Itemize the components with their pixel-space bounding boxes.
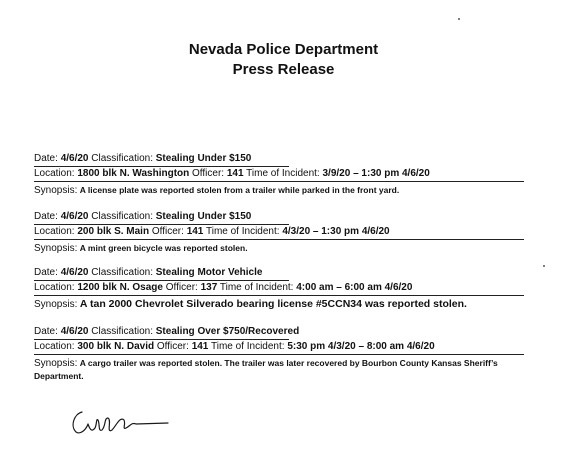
synopsis bbox=[34, 242, 524, 255]
classification-label: Classification: bbox=[91, 211, 153, 222]
synopsis-text: A tan 2000 Chevrolet Silverado bearing license #5CCN34 was reported stolen. bbox=[79, 298, 467, 310]
date-value: 4/6/20 bbox=[60, 267, 89, 278]
date-classification-line bbox=[34, 152, 289, 167]
synopsis-text: A license plate was reported stolen from a trailer while parked in the front yard. bbox=[79, 185, 400, 195]
time-label: Time of Incident: bbox=[205, 226, 280, 237]
header bbox=[0, 40, 567, 80]
officer-label: Officer: bbox=[192, 168, 225, 179]
date-value: 4/6/20 bbox=[60, 326, 89, 337]
synopsis bbox=[34, 298, 524, 311]
officer-label: Officer: bbox=[151, 226, 184, 237]
location-label: Location: bbox=[34, 282, 75, 293]
scan-speck bbox=[458, 18, 460, 20]
location-label: Location: bbox=[34, 341, 75, 352]
date-label: Date: bbox=[34, 326, 58, 337]
date-value: 4/6/20 bbox=[60, 153, 89, 164]
classification-label: Classification: bbox=[91, 326, 153, 337]
incident-entry bbox=[34, 210, 524, 255]
incident-entry bbox=[34, 325, 524, 382]
date-label: Date: bbox=[34, 267, 58, 278]
officer-value: 141 bbox=[191, 341, 209, 352]
classification-value: Stealing Under $150 bbox=[155, 153, 252, 164]
officer-value: 137 bbox=[200, 282, 218, 293]
location-line bbox=[34, 167, 524, 182]
synopsis-text: A cargo trailer was reported stolen. The trailer was later recovered by Bourbon County Kansas Sheriff’s Department. bbox=[34, 358, 498, 381]
press-release-title: Press Release bbox=[232, 61, 335, 78]
time-label: Time of Incident: bbox=[246, 168, 320, 179]
location-line bbox=[34, 281, 524, 296]
synopsis-label: Synopsis: bbox=[34, 299, 78, 310]
date-classification-line bbox=[34, 210, 289, 225]
location-value: 1800 blk N. Washington bbox=[77, 168, 190, 179]
location-label: Location: bbox=[34, 168, 75, 179]
officer-label: Officer: bbox=[165, 282, 198, 293]
location-line bbox=[34, 225, 524, 240]
classification-label: Classification: bbox=[91, 267, 153, 278]
location-value: 1200 blk N. Osage bbox=[77, 282, 163, 293]
location-value: 200 blk S. Main bbox=[77, 226, 150, 237]
date-value: 4/6/20 bbox=[60, 211, 89, 222]
time-label: Time of Incident: bbox=[219, 282, 294, 293]
location-line bbox=[34, 340, 524, 355]
time-value: 3/9/20 – 1:30 pm 4/6/20 bbox=[322, 168, 430, 179]
time-value: 5:30 pm 4/3/20 – 8:00 am 4/6/20 bbox=[287, 341, 435, 352]
location-label: Location: bbox=[34, 226, 75, 237]
time-value: 4:00 am – 6:00 am 4/6/20 bbox=[296, 282, 413, 293]
time-label: Time of Incident: bbox=[210, 341, 285, 352]
date-classification-line bbox=[34, 266, 289, 281]
time-value: 4/3/20 – 1:30 pm 4/6/20 bbox=[282, 226, 390, 237]
classification-value: Stealing Under $150 bbox=[155, 211, 252, 222]
synopsis-text: A mint green bicycle was reported stolen. bbox=[79, 243, 248, 253]
synopsis-label: Synopsis: bbox=[34, 358, 78, 369]
incident-entry bbox=[34, 266, 524, 311]
synopsis bbox=[34, 357, 524, 382]
officer-value: 141 bbox=[186, 226, 204, 237]
date-label: Date: bbox=[34, 153, 58, 164]
classification-label: Classification: bbox=[91, 153, 153, 164]
classification-value: Stealing Motor Vehicle bbox=[155, 267, 263, 278]
incident-entry bbox=[34, 152, 524, 197]
synopsis-label: Synopsis: bbox=[34, 185, 78, 196]
synopsis-label: Synopsis: bbox=[34, 243, 78, 254]
classification-value: Stealing Over $750/Recovered bbox=[155, 326, 300, 337]
synopsis bbox=[34, 184, 524, 197]
officer-value: 141 bbox=[226, 168, 244, 179]
location-value: 300 blk N. David bbox=[77, 341, 155, 352]
date-label: Date: bbox=[34, 211, 58, 222]
department-title: Nevada Police Department bbox=[188, 41, 379, 58]
officer-label: Officer: bbox=[156, 341, 189, 352]
date-classification-line bbox=[34, 325, 300, 340]
signature bbox=[68, 404, 178, 440]
scan-speck bbox=[543, 265, 545, 267]
